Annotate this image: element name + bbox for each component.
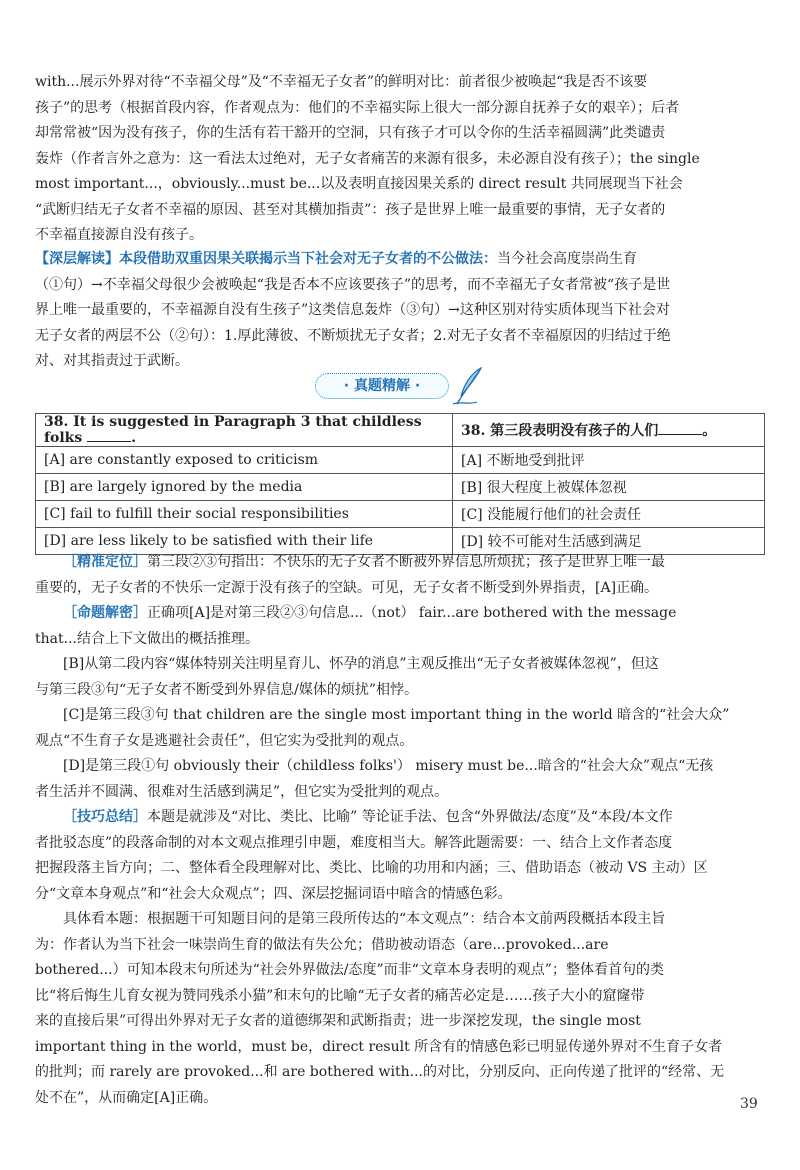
text-line: 的批判；而 rarely are provoked...和 are bothered with...的对比，分别反向、正向传递了批评的“经常、无: [35, 1064, 725, 1080]
text-line: 来的直接后果”可得出外界对无子女者的道德绑架和武断指责；进一步深挖发现，the single most: [35, 1013, 641, 1029]
option-c-analysis: [35, 703, 767, 754]
text-line: 界上唯一最重要的，不幸福源自没有生孩子”这类信息轰炸（③句）→这种区别对待实质体现当下社会对: [35, 302, 670, 318]
text-line: 第三段②③句指出：不快乐的无子女者不断被外界信息所烦扰；孩子是世界上唯一最: [147, 554, 665, 570]
text-line: 把握段落主旨方向；二、整体看全段理解对比、类比、比喻的功用和内涵；三、借助语态（被动 VS 主动）区: [35, 860, 708, 876]
option-zh: [C] 没能履行他们的社会责任: [453, 501, 765, 528]
text-line: 无子女者的两层不公（②句）：1.厚此薄彼、不断烦扰无子女者；2.对无子女者不幸福原因的归结过于绝: [35, 327, 671, 344]
text-line: 不幸福直接源自没有孩子。: [35, 227, 203, 243]
text-line: 观点“不生育子女是逃避社会责任”，但它实为受批判的观点。: [35, 732, 414, 749]
text-line: most important...，obviously...must be...以及表明直接因果关系的 direct result 共同展现当下社会: [35, 176, 683, 192]
page-number: 39: [740, 1096, 758, 1112]
text-line: 处不在”，从而确定[A]正确。: [35, 1089, 218, 1106]
option-row: [36, 501, 765, 528]
option-en: [A] are constantly exposed to criticism: [36, 447, 453, 474]
stem-end: 。: [702, 423, 717, 439]
specific-analysis: [35, 907, 767, 1111]
text-line: （①句）→不幸福父母很少会被唤起“我是否本不应该要孩子”的思考，而不幸福无子女者常被“孩子是世: [35, 276, 671, 293]
locate-label: ［精准定位］: [63, 554, 147, 570]
answer-blank: [87, 440, 131, 442]
banner-title: · 真题精解 ·: [315, 373, 449, 399]
skills-section: [35, 805, 767, 907]
text-line: 者生活并不圆满、很难对生活感到满足”，但它实为受批判的观点。: [35, 783, 449, 800]
stem-end: .: [131, 430, 137, 446]
question-stem-zh: [453, 414, 765, 447]
text-line: 却常常被“因为没有孩子，你的生活有若干豁开的空洞，只有孩子才可以令你的生活幸福圆满”此类谴责: [35, 125, 666, 141]
deep-reading-section: [35, 247, 767, 375]
stem-text: 38. It is suggested in Paragraph 3 that childless folks: [44, 414, 422, 446]
text-line: 分“文章本身观点”和“社会大众观点”；四、深层挖掘词语中暗含的情感色彩。: [35, 885, 512, 902]
top-paragraph: [35, 70, 767, 249]
text-line: bothered...）可知本段末句所述为“社会外界做法/态度”而非“文章本身表明的观点”；整体看首句的类: [35, 962, 664, 978]
text-line: 具体看本题：根据题干可知题目问的是第三段所传达的“本文观点”：结合本文前两段概括本段主旨: [63, 911, 666, 927]
text-line: [D]是第三段①句 obviously their（childless folks'） misery must be...暗含的“社会大众”观点“无孩: [63, 758, 714, 774]
locate-section: [35, 550, 767, 601]
text-line: important thing in the world，must be，direct result 所含有的情感色彩已明显传递外界对不生育子女者: [35, 1038, 723, 1055]
skills-label: ［技巧总结］: [63, 809, 147, 825]
text-line: 与第三段③句“无子女者不断受到外界信息/媒体的烦扰”相悖。: [35, 681, 419, 698]
option-zh: [B] 很大程度上被媒体忽视: [453, 474, 765, 501]
option-zh: [D] 较不可能对生活感到满足: [453, 528, 765, 555]
text-line: 正确项[A]是对第三段②③句信息...（not） fair...are bothered with the message: [147, 605, 677, 621]
option-zh: [A] 不断地受到批评: [453, 447, 765, 474]
text-line: [B]从第二段内容“媒体特别关注明星育儿、怀孕的消息”主观反推出“无子女者被媒体忽视”，但这: [63, 656, 659, 672]
text-line: “武断归结无子女者不幸福的原因、甚至对其横加指责”：孩子是世界上唯一最重要的事情，无子女者的: [35, 201, 666, 218]
option-row: [36, 474, 765, 501]
text-line: [C]是第三段③句 that children are the single most important thing in the world 暗含的“社会大众”: [63, 707, 730, 723]
text-line: 轰炸（作者言外之意为：这一看法太过绝对，无子女者痛苦的来源有很多，未必源自没有孩子）；the single: [35, 150, 700, 167]
text-line: 为：作者认为当下社会一味崇尚生育的做法有失公允；借助被动语态（are...provoked...are: [35, 936, 609, 953]
option-d-analysis: [35, 754, 767, 805]
option-en: [B] are largely ignored by the media: [36, 474, 453, 501]
text-line: 重要的，无子女者的不快乐一定源于没有孩子的空缺。可见，无子女者不断受到外界指责，[A]正确。: [35, 579, 659, 596]
text-line: 孩子”的思考（根据首段内容，作者观点为：他们的不幸福实际上很大一部分源自抚养子女的艰辛）；后者: [35, 99, 680, 116]
text-line: 者批驳态度”的段落命制的对本文观点推理引申题，难度相当大。解答此题需要：一、结合上文作者态度: [35, 834, 673, 851]
text-line: 当今社会高度崇尚生育: [497, 251, 637, 267]
quill-icon: [451, 366, 487, 406]
question-stem-en: [36, 414, 453, 447]
text-line: that...结合上下文做出的概括推理。: [35, 630, 259, 647]
option-b-analysis: [35, 652, 767, 703]
option-en: [D] are less likely to be satisfied with their life: [36, 528, 453, 555]
question-stem-row: [36, 414, 765, 447]
decode-section: [35, 601, 767, 652]
stem-text: 38. 第三段表明没有孩子的人们: [461, 423, 659, 439]
deep-reading-label: 【深层解读】本段借助双重因果关联揭示当下社会对无子女者的不公做法：: [35, 251, 497, 267]
option-en: [C] fail to fulfill their social responsibilities: [36, 501, 453, 528]
text-line: 对、对其指责过于武断。: [35, 353, 189, 369]
question-table: [35, 413, 765, 555]
text-line: with...展示外界对待“不幸福父母”及“不幸福无子女者”的鲜明对比：前者很少被唤起“我是否不该要: [35, 74, 648, 90]
section-banner: [305, 366, 495, 406]
decode-label: ［命题解密］: [63, 605, 147, 621]
option-row: [36, 447, 765, 474]
answer-blank: [658, 433, 702, 435]
text-line: 比“将后悔生儿育女视为赞同残杀小猫”和末句的比喻“无子女者的痛苦必定是……孩子大小的窟窿带: [35, 987, 645, 1004]
text-line: 本题是就涉及“对比、类比、比喻” 等论证手法、包含“外界做法/态度”及“本段/本文作: [147, 809, 673, 825]
